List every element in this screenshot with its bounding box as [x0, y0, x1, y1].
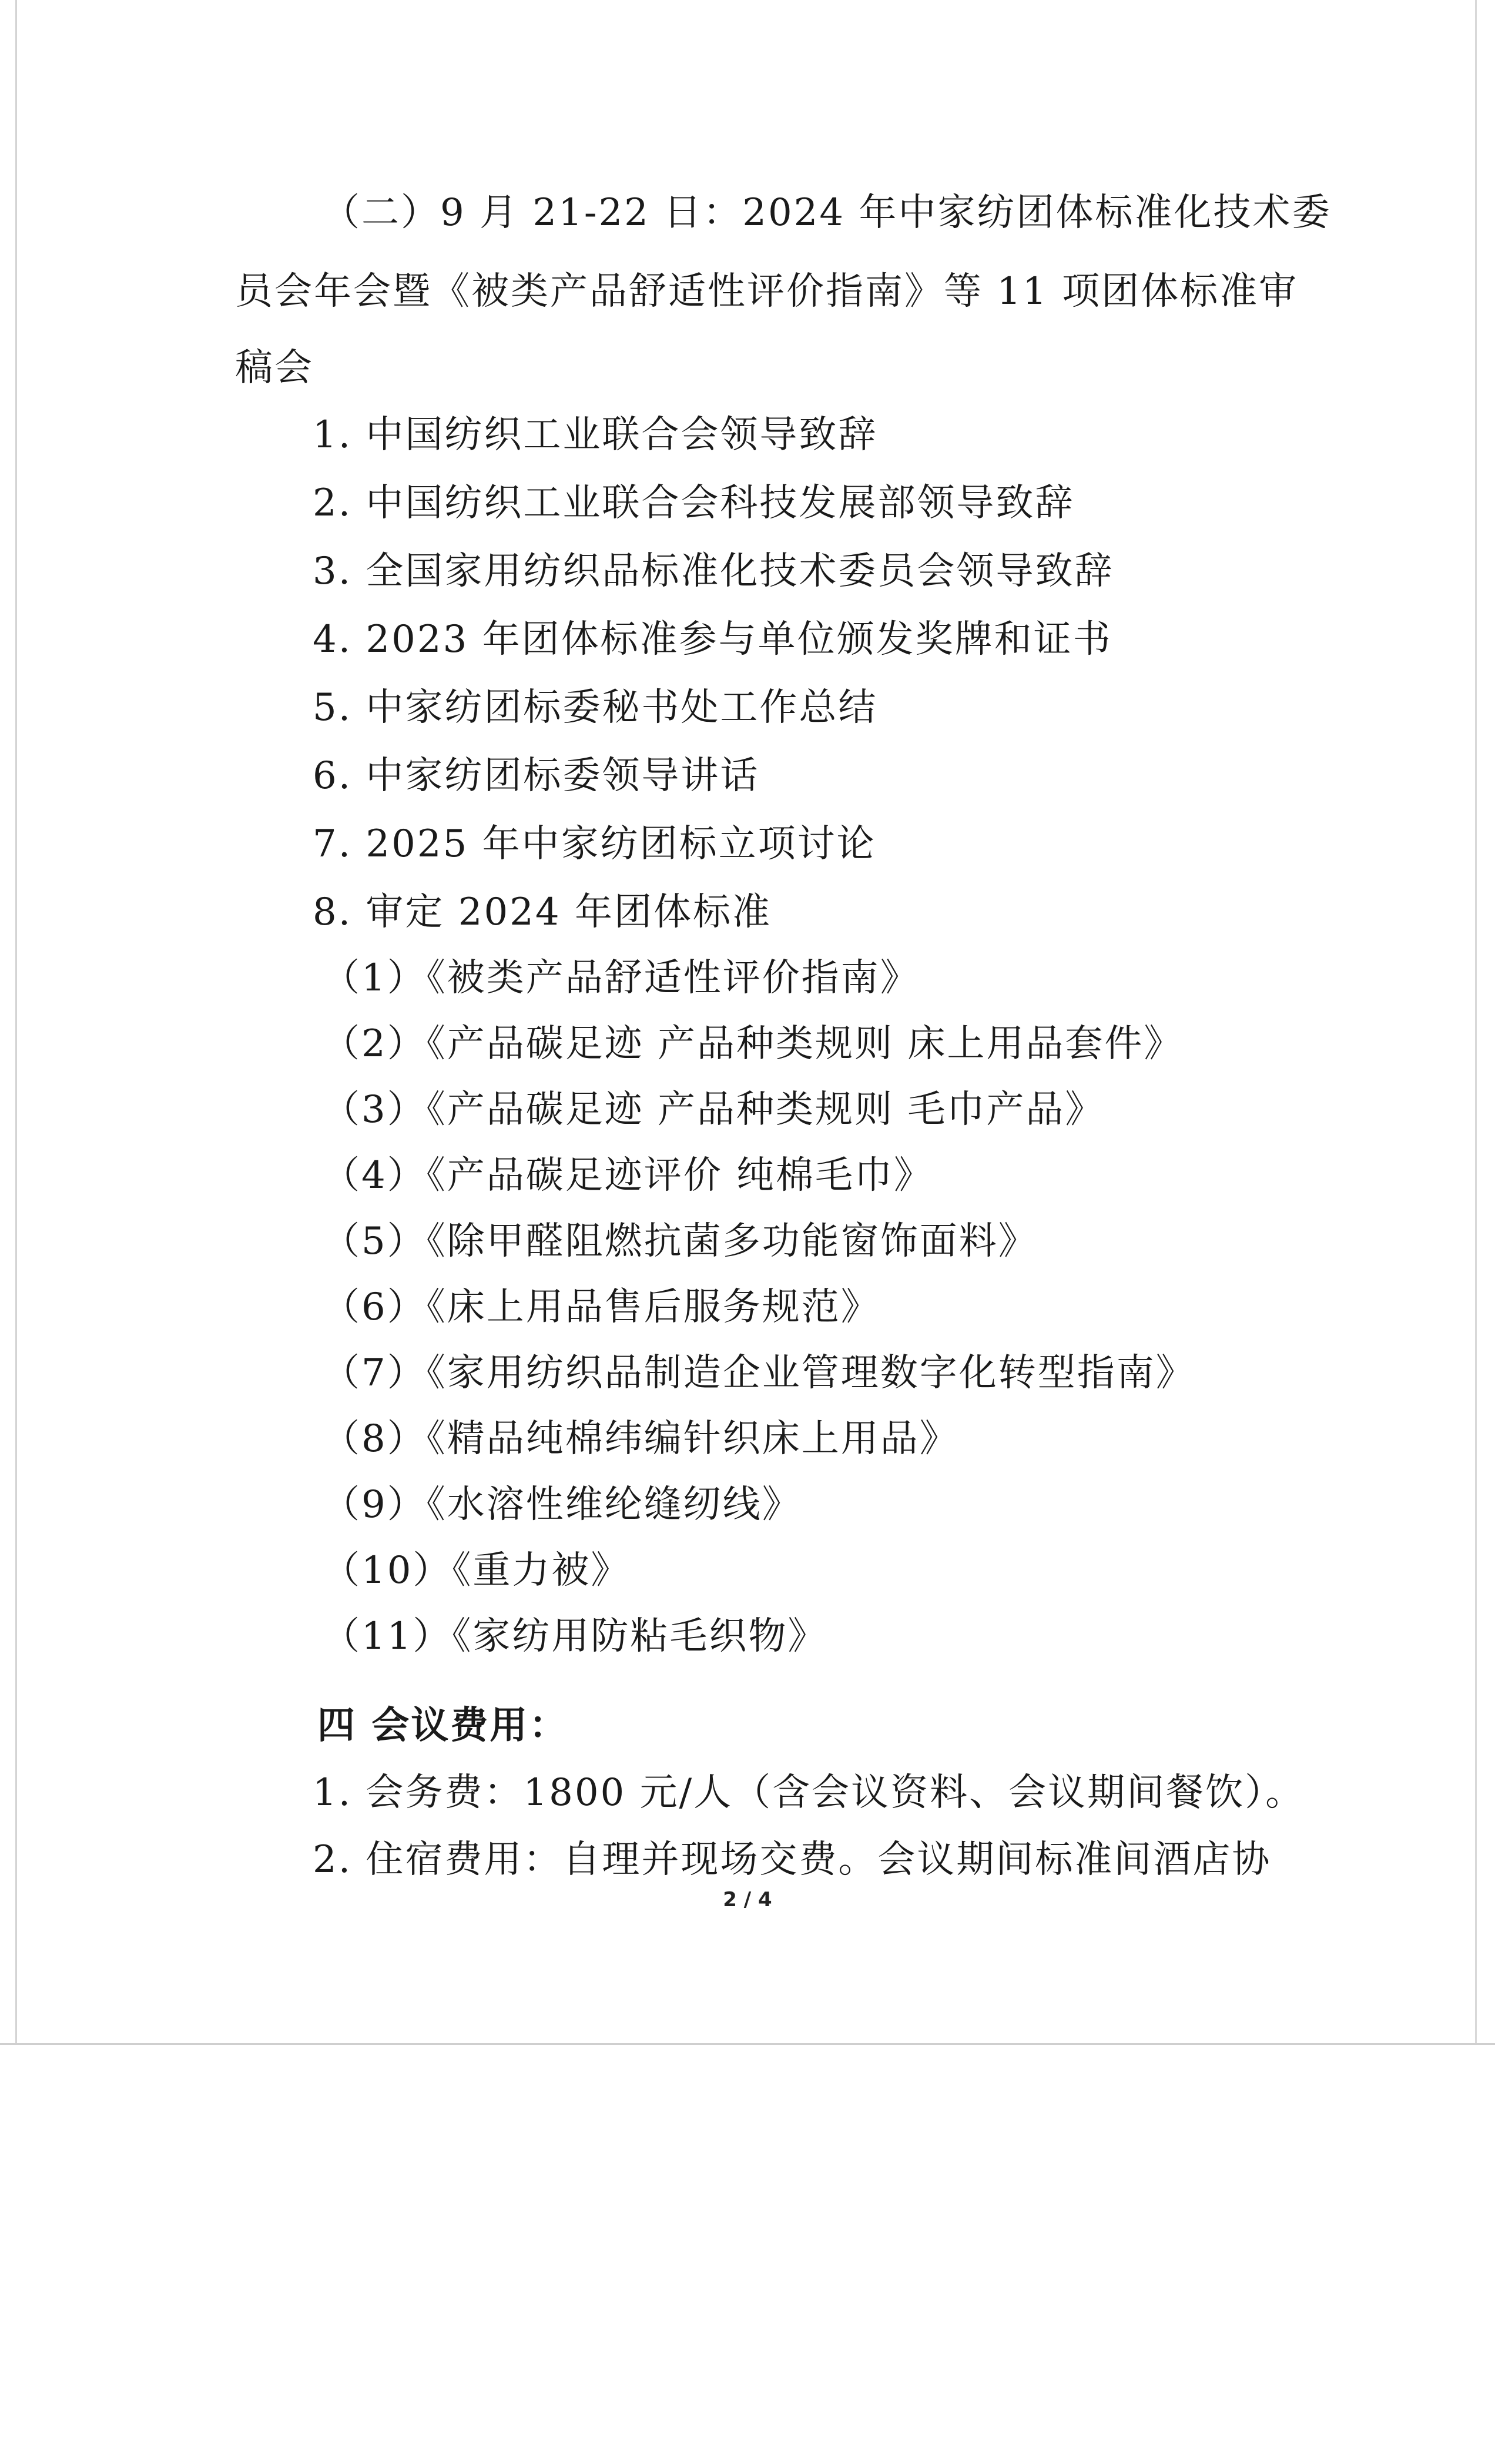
- standard-item: （10）《重力被》: [322, 1549, 631, 1592]
- scan-edge-bottom: [0, 2043, 1495, 2045]
- standard-item: （4）《产品碳足迹评价 纯棉毛巾》: [322, 1154, 934, 1197]
- standard-item: （2）《产品碳足迹 产品种类规则 床上用品套件》: [322, 1022, 1184, 1066]
- section-heading-fees: 四 会议费用：: [317, 1704, 569, 1747]
- fee-item: 1. 会务费：1800 元/人（含会议资料、会议期间餐饮）。: [313, 1771, 1305, 1814]
- section-title-line-2: 员会年会暨《被类产品舒适性评价指南》等 11 项团体标准审: [235, 270, 1299, 313]
- agenda-item: 3. 全国家用纺织品标准化技术委员会领导致辞: [313, 550, 1114, 593]
- page-number: 2 / 4: [723, 1888, 772, 1911]
- standard-item: （11）《家纺用防粘毛织物》: [322, 1615, 827, 1658]
- standard-item: （8）《精品纯棉纬编针织床上用品》: [322, 1417, 959, 1461]
- scan-edge-left: [15, 0, 17, 2044]
- agenda-item: 1. 中国纺织工业联合会领导致辞: [313, 413, 878, 457]
- agenda-item: 5. 中家纺团标委秘书处工作总结: [313, 686, 878, 729]
- standard-item: （7）《家用纺织品制造企业管理数字化转型指南》: [322, 1351, 1195, 1395]
- standard-item: （9）《水溶性维纶缝纫线》: [322, 1483, 802, 1526]
- agenda-item: 8. 审定 2024 年团体标准: [313, 890, 772, 934]
- section-title-line-3: 稿会: [235, 346, 314, 390]
- standard-item: （6）《床上用品售后服务规范》: [322, 1285, 880, 1329]
- standard-item: （3）《产品碳足迹 产品种类规则 毛巾产品》: [322, 1088, 1105, 1131]
- scan-edge-right: [1475, 0, 1477, 2044]
- standard-item: （1）《被类产品舒适性评价指南》: [322, 956, 920, 1000]
- agenda-item: 2. 中国纺织工业联合会科技发展部领导致辞: [313, 481, 1075, 525]
- section-title-line-1: （二）9 月 21-22 日：2024 年中家纺团体标准化技术委: [322, 191, 1332, 235]
- standard-item: （5）《除甲醛阻燃抗菌多功能窗饰面料》: [322, 1220, 1038, 1263]
- agenda-item: 6. 中家纺团标委领导讲话: [313, 754, 760, 798]
- agenda-item: 4. 2023 年团体标准参与单位颁发奖牌和证书: [313, 618, 1112, 661]
- fee-item: 2. 住宿费用：自理并现场交费。会议期间标准间酒店协: [313, 1838, 1272, 1882]
- agenda-item: 7. 2025 年中家纺团标立项讨论: [313, 822, 876, 866]
